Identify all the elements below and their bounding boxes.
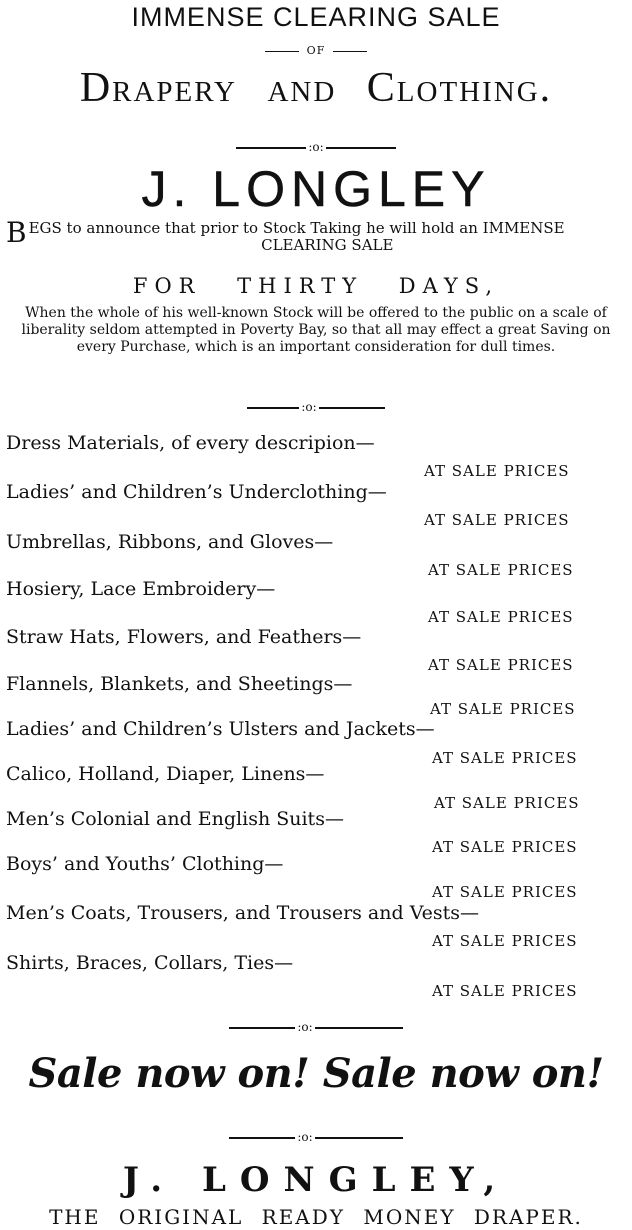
price-label: AT SALE PRICES [432,838,578,856]
list-item: Ladies’ and Children’s Ulsters and Jackets— [6,718,435,740]
description-paragraph: When the whole of his well-known Stock will be offered to the public on a scale of liberality seldom attempted in Poverty Bay, so that all may effect a great Saving on every Purchase, which is an important consideration for dull times. [21,305,611,355]
list-item: Calico, Holland, Diaper, Linens— [6,763,325,785]
divider-mark: :o: [297,1020,313,1034]
price-label: AT SALE PRICES [428,561,574,579]
main-title: Drapery and Clothing. [79,65,553,111]
divider-2 [0,400,632,414]
divider-1 [0,140,632,154]
list-item: Flannels, Blankets, and Sheetings— [6,673,353,695]
merchant-name: J. LONGLEY [141,161,491,217]
sale-banner: Sale now on! Sale now on! [28,1050,604,1097]
list-item: Straw Hats, Flowers, and Feathers— [6,626,362,648]
divider-4 [0,1130,632,1144]
intro-line-2: CLEARING SALE [261,236,394,254]
list-item: Dress Materials, of every descripion— [6,432,375,454]
price-label: AT SALE PRICES [424,462,570,480]
price-label: AT SALE PRICES [428,656,574,674]
divider-mark: :o: [308,140,324,154]
duration-line: FOR THIRTY DAYS, [132,274,500,298]
divider-3 [0,1020,632,1034]
tagline: THE ORIGINAL READY MONEY DRAPER. [49,1205,583,1229]
list-item: Hosiery, Lace Embroidery— [6,578,276,600]
price-label: AT SALE PRICES [434,794,580,812]
signature-name: J. LONGLEY, [122,1160,510,1200]
list-item: Shirts, Braces, Collars, Ties— [6,952,294,974]
price-label: AT SALE PRICES [432,749,578,767]
intro-text [6,216,626,254]
price-label: AT SALE PRICES [428,608,574,626]
list-item: Men’s Coats, Trousers, and Trousers and Vests— [6,902,480,924]
price-label: AT SALE PRICES [432,883,578,901]
list-item: Men’s Colonial and English Suits— [6,808,344,830]
list-item: Ladies’ and Children’s Underclothing— [6,481,387,503]
divider-mark: :o: [297,1130,313,1144]
price-label: AT SALE PRICES [432,932,578,950]
price-label: AT SALE PRICES [432,982,578,1000]
headline-top: IMMENSE CLEARING SALE [131,2,501,32]
list-item: Umbrellas, Ribbons, and Gloves— [6,531,334,553]
price-label: AT SALE PRICES [430,700,576,718]
of-text: OF [306,44,326,57]
price-label: AT SALE PRICES [424,511,570,529]
of-rule [0,44,632,57]
intro-line-1: EGS to announce that prior to Stock Taking he will hold an IMMENSE [28,219,565,237]
divider-mark: :o: [301,400,317,414]
list-item: Boys’ and Youths’ Clothing— [6,853,284,875]
drop-cap: B [6,216,27,249]
